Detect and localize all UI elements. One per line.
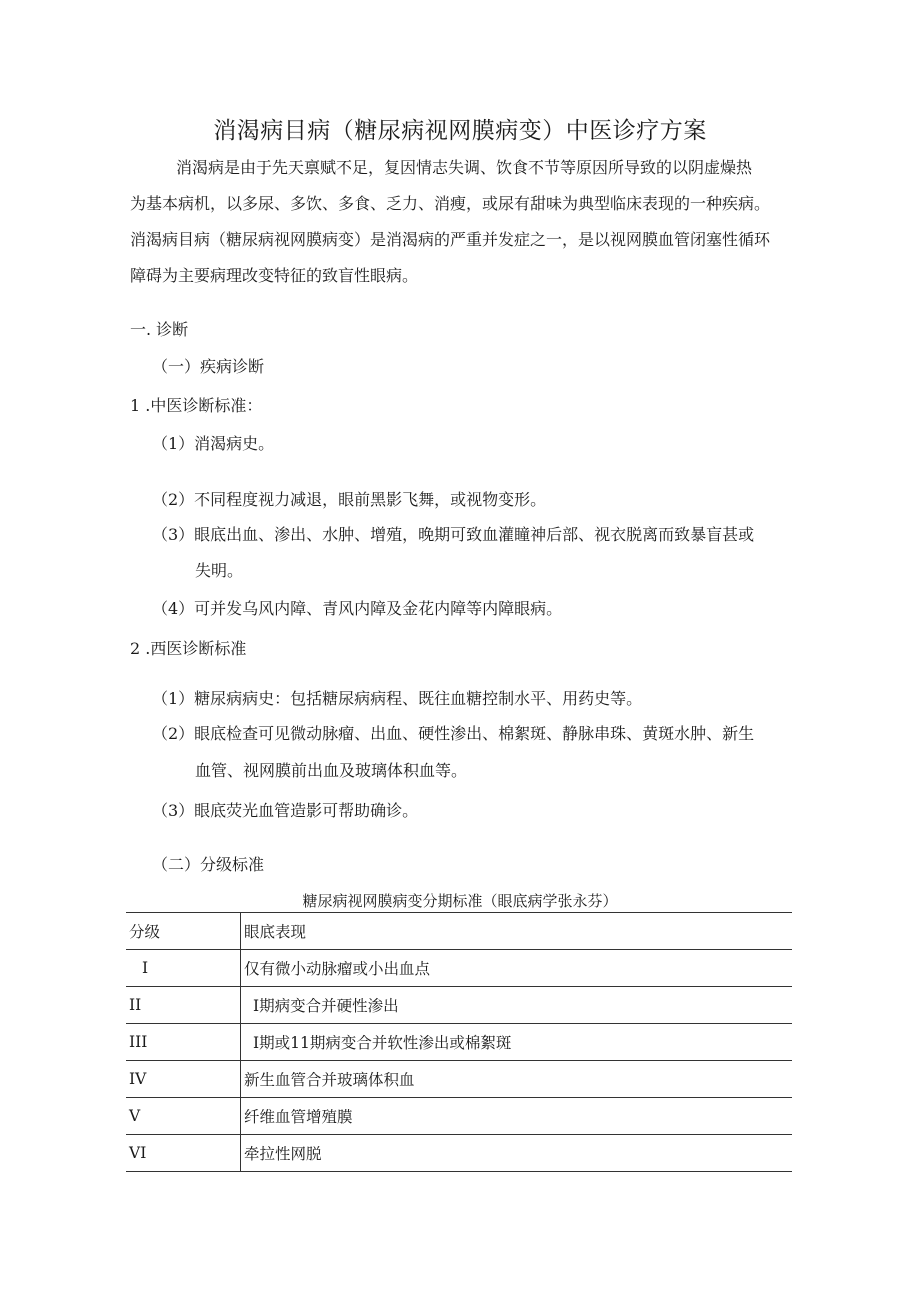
fundus-cell: 仅有微小动脉瘤或小出血点	[241, 950, 793, 987]
section-heading-diagnosis: 一. 诊断	[130, 320, 189, 339]
tcm-item-4: （4）可并发乌风内障、青风内障及金花内障等内障眼病。	[152, 599, 563, 618]
fundus-cell: 纤维血管增殖膜	[241, 1098, 793, 1135]
table-header-row	[126, 913, 792, 950]
header-grade: 分级	[126, 913, 241, 950]
document-title: 消渴病目病（糖尿病视网膜病变）中医诊疗方案	[213, 118, 707, 144]
wm-item-2: （2）眼底检查可见微动脉瘤、出血、硬性渗出、棉絮斑、静脉串珠、黄斑水肿、新生	[152, 724, 755, 743]
wm-item-3: （3）眼底荧光血管造影可帮助确诊。	[152, 801, 419, 820]
wm-item-2-cont: 血管、视网膜前出血及玻璃体积血等。	[195, 761, 468, 780]
header-fundus: 眼底表现	[241, 913, 793, 950]
intro-line-2: 为基本病机，以多尿、多饮、多食、乏力、消瘦，或尿有甜味为典型临床表现的一种疾病。	[130, 194, 771, 213]
fundus-cell: 牵拉性网脱	[241, 1135, 793, 1172]
table-caption: 糖尿病视网膜病变分期标准（眼底病学张永芬）	[302, 892, 618, 910]
intro-line-4: 障碍为主要病理改变特征的致盲性眼病。	[130, 266, 419, 285]
grade-cell: VI	[126, 1135, 241, 1172]
staging-table	[126, 912, 792, 1172]
grade-cell: II	[126, 987, 241, 1024]
grade-cell: V	[126, 1098, 241, 1135]
fundus-cell: I期或11期病变合并软性渗出或棉絮斑	[241, 1024, 793, 1061]
wm-criteria-heading: 2 .西医诊断标准	[130, 639, 247, 658]
tcm-item-2: （2）不同程度视力减退，眼前黑影飞舞，或视物变形。	[152, 490, 547, 509]
grade-cell: I	[126, 950, 241, 987]
intro-line-1: 消渴病是由于先天禀赋不足，复因情志失调、饮食不节等原因所导致的以阴虚燥热	[176, 158, 753, 177]
tcm-criteria-heading: 1 .中医诊断标准：	[130, 396, 263, 415]
tcm-item-3: （3）眼底出血、渗出、水肿、增殖，晚期可致血灌瞳神后部、视衣脱离而致暴盲甚或	[152, 525, 755, 544]
tcm-item-1: （1）消渴病史。	[152, 434, 275, 453]
grade-cell: IV	[126, 1061, 241, 1098]
intro-line-3: 消渴病目病（糖尿病视网膜病变）是消渴病的严重并发症之一，是以视网膜血管闭塞性循环	[130, 230, 771, 249]
table-row	[126, 987, 792, 1024]
fundus-cell: I期病变合并硬性渗出	[241, 987, 793, 1024]
table-row	[126, 1135, 792, 1172]
wm-item-1: （1）糖尿病病史：包括糖尿病病程、既往血糖控制水平、用药史等。	[152, 689, 643, 708]
tcm-item-3-cont: 失明。	[195, 561, 244, 580]
table-row	[126, 1024, 792, 1061]
grade-cell: III	[126, 1024, 241, 1061]
table-row	[126, 950, 792, 987]
fundus-cell: 新生血管合并玻璃体积血	[241, 1061, 793, 1098]
subsection-grading: （二）分级标准	[152, 855, 265, 874]
subsection-disease-diagnosis: （一）疾病诊断	[152, 357, 265, 376]
table-row	[126, 1098, 792, 1135]
table-row	[126, 1061, 792, 1098]
